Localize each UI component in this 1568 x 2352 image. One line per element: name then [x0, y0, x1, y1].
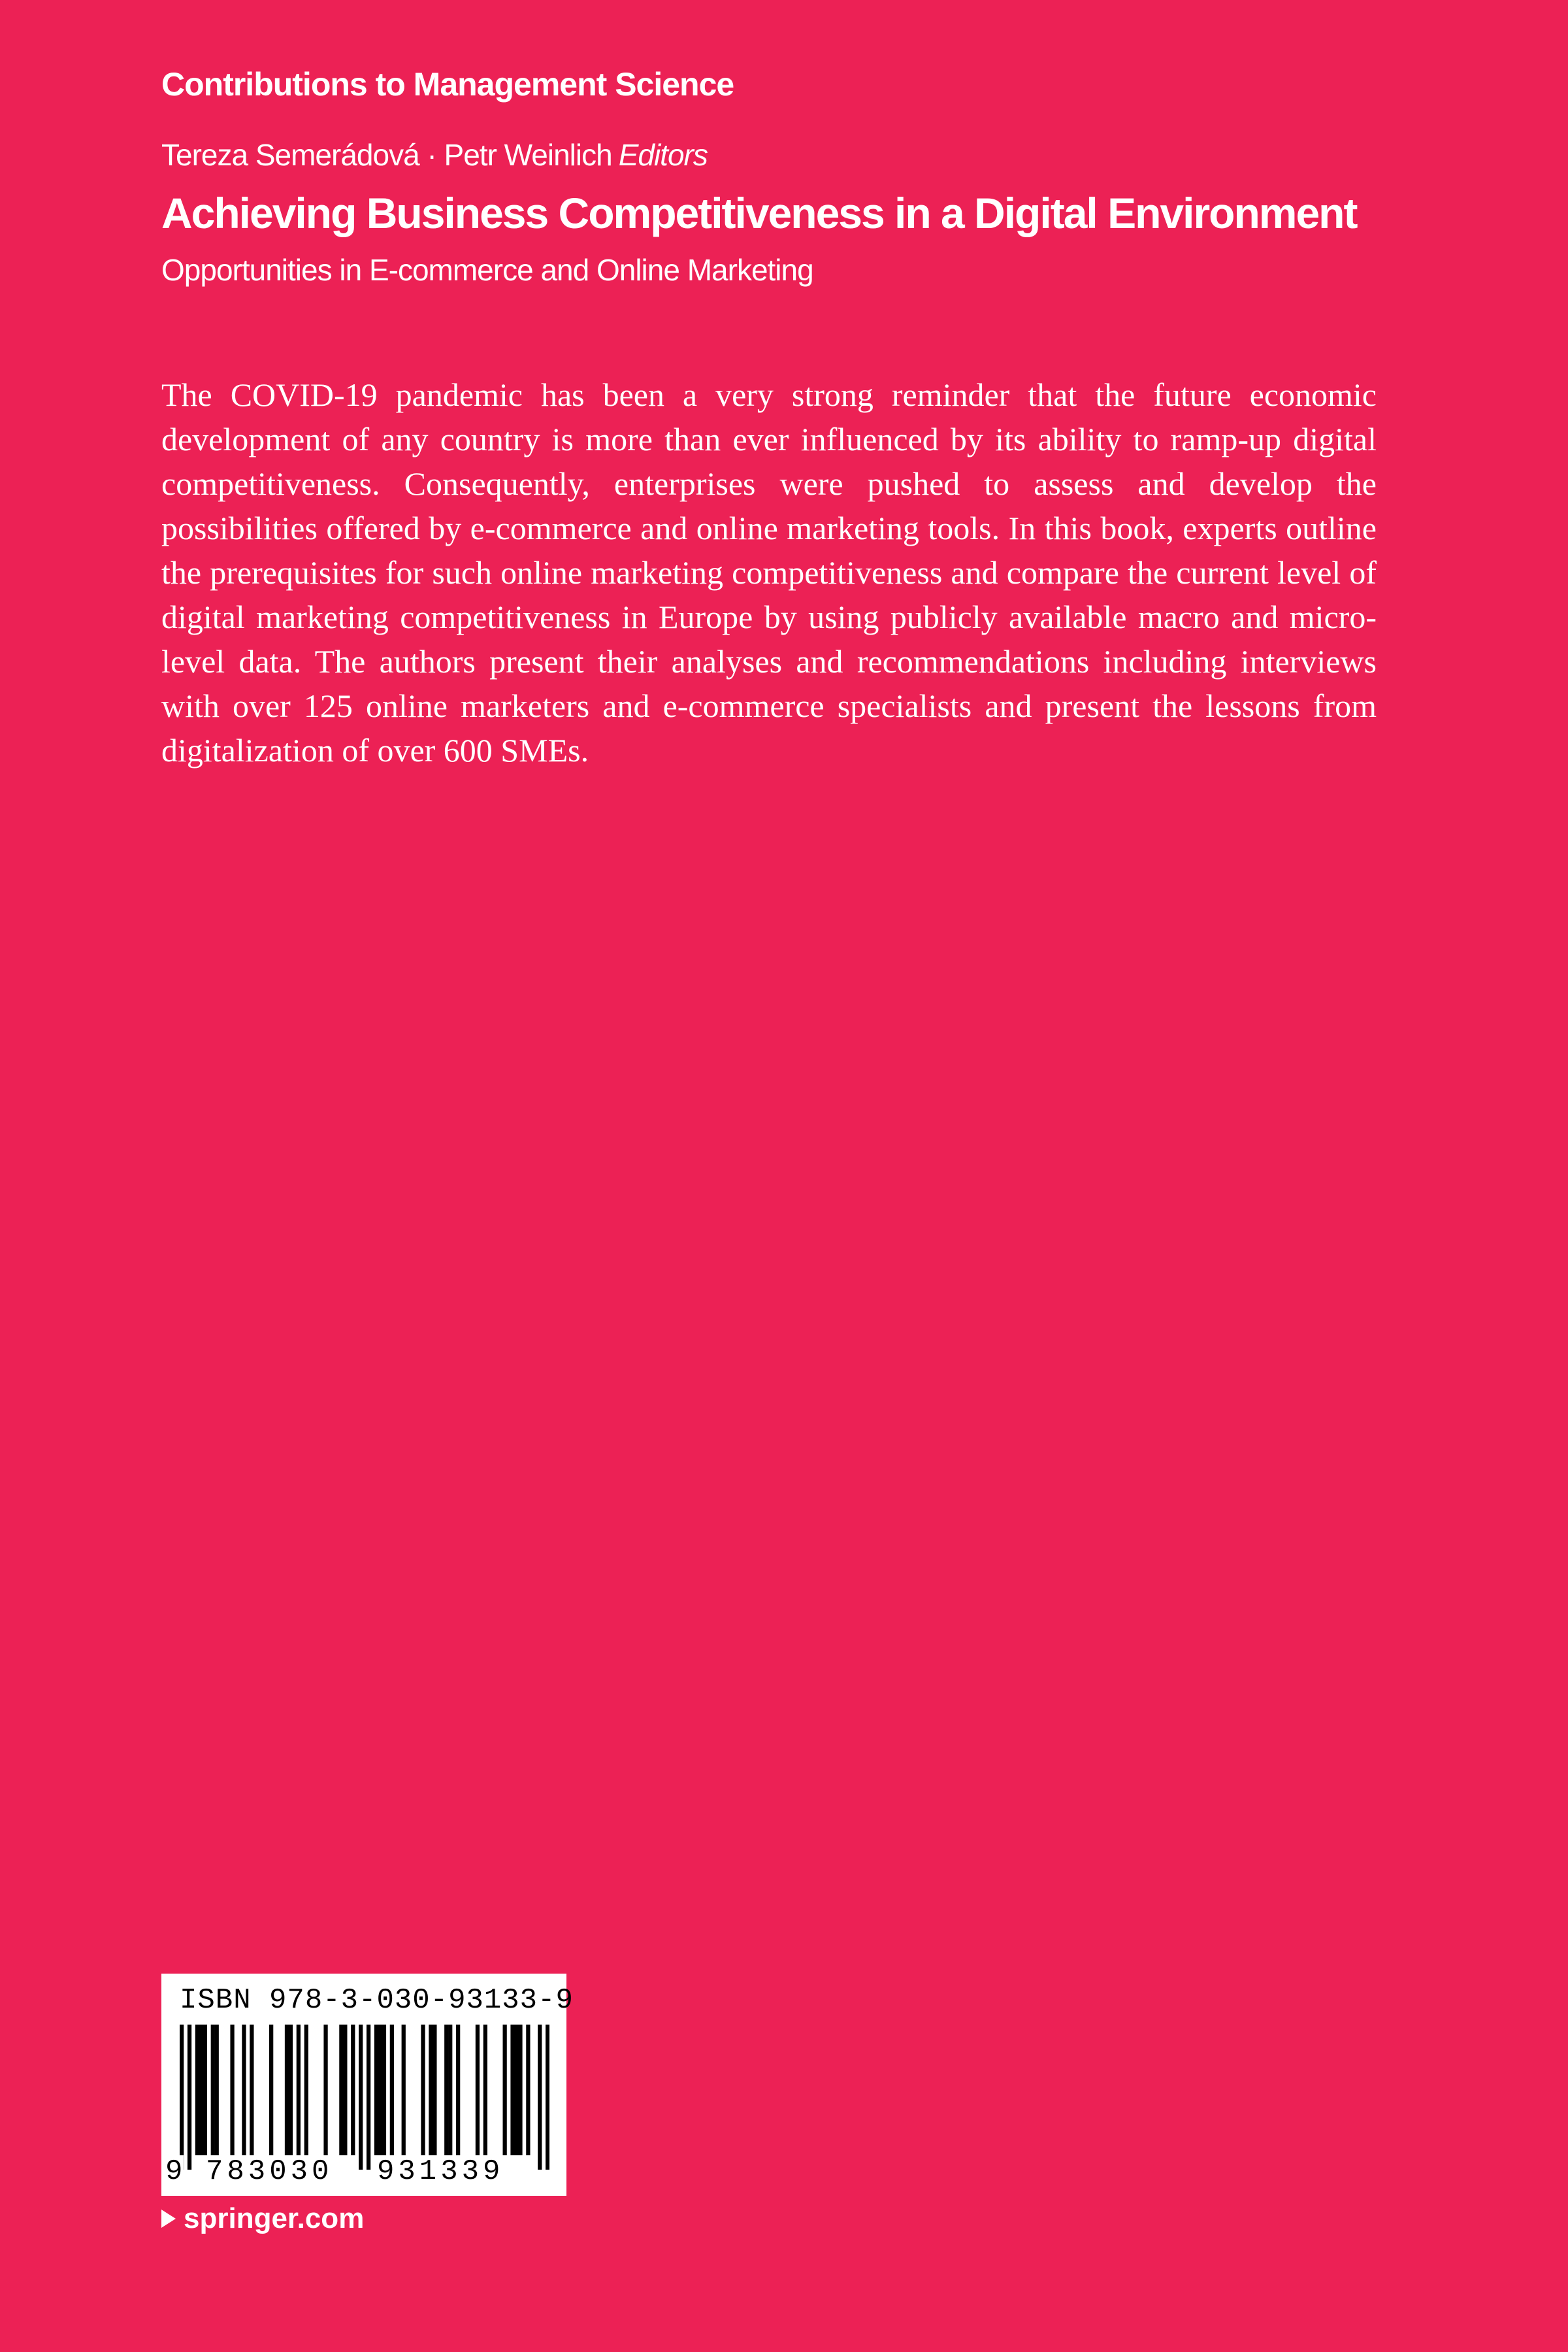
editors-line [161, 137, 708, 173]
barcode-bar [421, 2025, 425, 2155]
barcode-bar [546, 2025, 549, 2170]
barcode-bar [211, 2025, 215, 2155]
publisher-url[interactable]: springer.com [184, 2202, 365, 2234]
barcode-bar [538, 2025, 542, 2170]
barcode-bar [343, 2025, 347, 2155]
barcode-bar [374, 2025, 378, 2155]
editor-names: Tereza Semerádová · Petr Weinlich [161, 138, 612, 172]
barcode-bar [526, 2025, 530, 2155]
barcode-bars [180, 2025, 549, 2170]
barcode-bar [476, 2025, 480, 2155]
barcode-bar [180, 2025, 184, 2170]
barcode-bar [367, 2025, 370, 2170]
barcode-bar [444, 2025, 448, 2155]
book-description: The COVID-19 pandemic has been a very strong reminder that the future economic development of any country is more than ever influenced by its ability to ramp-up digital competitiveness. Consequently, enterprises were pushed to assess and develop the possibilities offered by e-commerce and online marketing tools. In this book, experts outline the prerequisites for such online marketing competitiveness and compare the current level of digital marketing competitiveness in Europe by using publicly available macro and micro-level data. The authors present their analyses and recommendations including interviews with over 125 online marketers and e-commerce specialists and present the lessons from digitalization of over 600 SMEs. [161, 376, 1377, 769]
barcode-bar [289, 2025, 293, 2155]
publisher-link[interactable] [161, 2202, 364, 2235]
editors-role: Editors [618, 138, 708, 172]
barcode-bar [514, 2025, 518, 2155]
barcode-bar [203, 2025, 207, 2155]
barcode-bar [429, 2025, 433, 2155]
barcode-bar [215, 2025, 219, 2155]
ean-left-group: 783030 [206, 2155, 333, 2188]
barcode-bar [285, 2025, 289, 2155]
barcode-bar [242, 2025, 246, 2155]
ean-right-group: 931339 [377, 2155, 504, 2188]
barcode-bar [382, 2025, 386, 2155]
ean-digits [165, 2155, 549, 2188]
book-subtitle: Opportunities in E-commerce and Online Marketing [161, 253, 813, 287]
barcode-bar [304, 2025, 308, 2155]
barcode-bar [510, 2025, 514, 2155]
barcode-bar [456, 2025, 460, 2155]
barcode-bar [518, 2025, 522, 2155]
barcode-bar [448, 2025, 452, 2155]
series-name: Contributions to Management Science [161, 66, 734, 103]
barcode-bar [483, 2025, 487, 2155]
barcode-bar [230, 2025, 234, 2155]
book-title: Achieving Business Competitiveness in a Digital Environment [161, 189, 1357, 237]
barcode-bar [390, 2025, 394, 2155]
barcode-bar [433, 2025, 436, 2155]
barcode-bar [195, 2025, 199, 2155]
isbn-barcode [161, 1974, 574, 2196]
barcode-bar [503, 2025, 507, 2155]
barcode-bar [378, 2025, 382, 2155]
barcode-bar [351, 2025, 355, 2155]
ean-first-digit: 9 [165, 2155, 183, 2188]
barcode-bar [199, 2025, 203, 2155]
barcode-bar [250, 2025, 253, 2155]
barcode-bar [269, 2025, 273, 2155]
barcode-bar [339, 2025, 343, 2155]
arrow-right-icon [161, 2210, 176, 2228]
barcode-bar [359, 2025, 363, 2170]
barcode-bar [402, 2025, 406, 2155]
isbn-number: ISBN 978-3-030-93133-9 [180, 1984, 574, 2017]
barcode-bar [323, 2025, 327, 2155]
barcode-bar [297, 2025, 301, 2155]
barcode-bar [188, 2025, 191, 2170]
